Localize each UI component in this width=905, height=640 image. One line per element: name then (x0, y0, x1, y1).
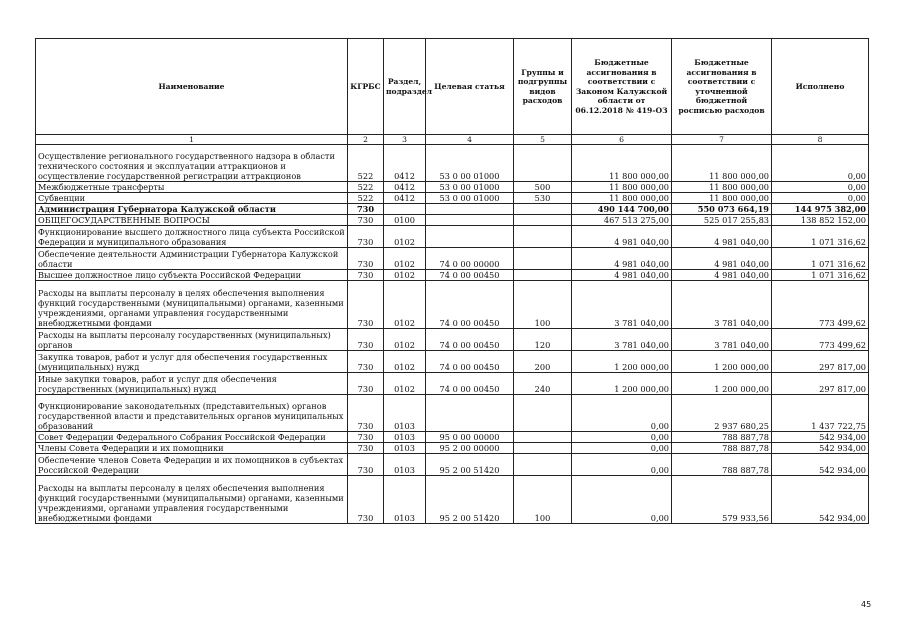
row-group: 500 (514, 182, 572, 193)
row-executed: 542 934,00 (772, 476, 869, 524)
row-section: 0103 (384, 476, 426, 524)
row-section (384, 204, 426, 215)
row-kgrbs: 730 (348, 270, 384, 281)
row-executed: 0,00 (772, 182, 869, 193)
row-target: 74 0 00 00450 (426, 329, 514, 351)
row-group: 240 (514, 373, 572, 395)
row-law: 0,00 (572, 432, 672, 443)
row-name: ОБЩЕГОСУДАРСТВЕННЫЕ ВОПРОСЫ (36, 215, 348, 226)
row-group: 100 (514, 281, 572, 329)
row-law: 1 200 000,00 (572, 351, 672, 373)
row-kgrbs: 730 (348, 226, 384, 248)
row-group (514, 204, 572, 215)
row-kgrbs: 730 (348, 204, 384, 215)
row-name: Субвенции (36, 193, 348, 204)
column-number: 2 (348, 135, 384, 145)
row-name: Высшее должностное лицо субъекта Российской Федерации (36, 270, 348, 281)
row-law: 467 513 275,00 (572, 215, 672, 226)
row-target (426, 215, 514, 226)
row-name: Обеспечение членов Совета Федерации и их помощников в субъектах Российской Федерации (36, 454, 348, 476)
row-kgrbs: 730 (348, 454, 384, 476)
row-target: 74 0 00 00450 (426, 281, 514, 329)
row-target: 74 0 00 00450 (426, 351, 514, 373)
row-executed: 144 975 382,00 (772, 204, 869, 215)
row-section: 0102 (384, 329, 426, 351)
header-groups: Группы и подгруппы видов расходов (514, 39, 572, 135)
table-row (36, 204, 869, 215)
row-executed: 297 817,00 (772, 373, 869, 395)
row-group (514, 215, 572, 226)
row-name: Закупка товаров, работ и услуг для обеспечения государственных (муниципальных) нужд (36, 351, 348, 373)
row-refined: 3 781 040,00 (672, 281, 772, 329)
row-name: Совет Федерации Федерального Собрания Российской Федерации (36, 432, 348, 443)
row-group: 120 (514, 329, 572, 351)
row-target: 95 2 00 51420 (426, 454, 514, 476)
row-law: 0,00 (572, 443, 672, 454)
row-kgrbs: 522 (348, 182, 384, 193)
row-group (514, 226, 572, 248)
row-name: Расходы на выплаты персоналу в целях обеспечения выполнения функций государственными (муниципальными) органами, казенными учреждениями, органами управления государственными внебюджетными фондами (36, 476, 348, 524)
column-number: 8 (772, 135, 869, 145)
row-name: Функционирование высшего должностного лица субъекта Российской Федерации и муниципального образования (36, 226, 348, 248)
table-row (36, 373, 869, 395)
row-group (514, 432, 572, 443)
row-executed: 773 499,62 (772, 329, 869, 351)
row-executed: 542 934,00 (772, 443, 869, 454)
row-group: 100 (514, 476, 572, 524)
row-section: 0103 (384, 443, 426, 454)
row-target: 53 0 00 01000 (426, 193, 514, 204)
row-law: 11 800 000,00 (572, 193, 672, 204)
column-number: 4 (426, 135, 514, 145)
column-number: 7 (672, 135, 772, 145)
row-target: 95 0 00 00000 (426, 432, 514, 443)
row-target (426, 226, 514, 248)
row-target: 74 0 00 00000 (426, 248, 514, 270)
row-target: 53 0 00 01000 (426, 145, 514, 182)
row-section: 0412 (384, 145, 426, 182)
header-law: Бюджетные ассигнования в соответствии с Законом Калужской области от 06.12.2018 № 419-ОЗ (572, 39, 672, 135)
row-law: 4 981 040,00 (572, 226, 672, 248)
column-number: 1 (36, 135, 348, 145)
row-executed: 297 817,00 (772, 351, 869, 373)
row-section: 0103 (384, 432, 426, 443)
row-target (426, 395, 514, 432)
column-number: 3 (384, 135, 426, 145)
row-kgrbs: 730 (348, 248, 384, 270)
table-row (36, 281, 869, 329)
row-executed: 1 071 316,62 (772, 270, 869, 281)
row-refined: 550 073 664,19 (672, 204, 772, 215)
header-executed: Исполнено (772, 39, 869, 135)
row-executed: 542 934,00 (772, 454, 869, 476)
row-name: Межбюджетные трансферты (36, 182, 348, 193)
row-name: Расходы на выплаты персоналу в целях обеспечения выполнения функций государственными (муниципальными) органами, казенными учреждениями, органами управления государственными внебюджетными фондами (36, 281, 348, 329)
row-executed: 138 852 152,00 (772, 215, 869, 226)
row-group (514, 454, 572, 476)
row-target: 74 0 00 00450 (426, 373, 514, 395)
row-law: 1 200 000,00 (572, 373, 672, 395)
row-section: 0412 (384, 182, 426, 193)
row-executed: 1 071 316,62 (772, 226, 869, 248)
header-name: Наименование (36, 39, 348, 135)
row-executed: 0,00 (772, 193, 869, 204)
row-target: 95 2 00 51420 (426, 476, 514, 524)
header-section: Раздел, подраздел (384, 39, 426, 135)
row-executed: 1 071 316,62 (772, 248, 869, 270)
table-row (36, 395, 869, 432)
table-row (36, 476, 869, 524)
row-refined: 525 017 255,83 (672, 215, 772, 226)
row-kgrbs: 730 (348, 476, 384, 524)
row-refined: 11 800 000,00 (672, 193, 772, 204)
row-refined: 788 887,78 (672, 443, 772, 454)
column-numbers-row (36, 135, 869, 145)
row-kgrbs: 522 (348, 193, 384, 204)
table-row (36, 193, 869, 204)
row-kgrbs: 730 (348, 395, 384, 432)
column-number: 5 (514, 135, 572, 145)
row-refined: 788 887,78 (672, 432, 772, 443)
row-law: 11 800 000,00 (572, 182, 672, 193)
row-refined: 4 981 040,00 (672, 226, 772, 248)
row-kgrbs: 730 (348, 432, 384, 443)
row-target (426, 204, 514, 215)
row-group (514, 443, 572, 454)
row-executed: 773 499,62 (772, 281, 869, 329)
column-number: 6 (572, 135, 672, 145)
row-executed: 542 934,00 (772, 432, 869, 443)
row-name: Администрация Губернатора Калужской области (36, 204, 348, 215)
row-refined: 2 937 680,25 (672, 395, 772, 432)
row-law: 4 981 040,00 (572, 270, 672, 281)
table-row (36, 248, 869, 270)
row-law: 0,00 (572, 454, 672, 476)
table-header-row (36, 39, 869, 135)
row-refined: 11 800 000,00 (672, 145, 772, 182)
row-name: Члены Совета Федерации и их помощники (36, 443, 348, 454)
row-refined: 579 933,56 (672, 476, 772, 524)
row-name: Функционирование законодательных (представительных) органов государственной власти и представительных органов муниципальных образований (36, 395, 348, 432)
row-law: 4 981 040,00 (572, 248, 672, 270)
row-law: 3 781 040,00 (572, 329, 672, 351)
table-row (36, 432, 869, 443)
row-section: 0103 (384, 454, 426, 476)
header-target: Целевая статья (426, 39, 514, 135)
table-row (36, 454, 869, 476)
row-section: 0102 (384, 270, 426, 281)
row-name: Расходы на выплаты персоналу государственных (муниципальных) органов (36, 329, 348, 351)
row-target: 74 0 00 00450 (426, 270, 514, 281)
row-kgrbs: 730 (348, 215, 384, 226)
row-refined: 3 781 040,00 (672, 329, 772, 351)
row-section: 0103 (384, 395, 426, 432)
budget-table (35, 38, 869, 524)
page-number: 45 (861, 600, 872, 609)
row-kgrbs: 730 (348, 373, 384, 395)
row-name: Обеспечение деятельности Администрации Губернатора Калужской области (36, 248, 348, 270)
row-section: 0102 (384, 281, 426, 329)
row-name: Иные закупки товаров, работ и услуг для обеспечения государственных (муниципальных) нужд (36, 373, 348, 395)
row-target: 95 2 00 00000 (426, 443, 514, 454)
row-kgrbs: 730 (348, 443, 384, 454)
table-row (36, 215, 869, 226)
table-row (36, 226, 869, 248)
row-section: 0102 (384, 226, 426, 248)
row-group (514, 145, 572, 182)
table-row (36, 351, 869, 373)
row-refined: 4 981 040,00 (672, 270, 772, 281)
row-kgrbs: 522 (348, 145, 384, 182)
row-kgrbs: 730 (348, 281, 384, 329)
table-row (36, 270, 869, 281)
row-law: 11 800 000,00 (572, 145, 672, 182)
row-law: 0,00 (572, 476, 672, 524)
row-executed: 0,00 (772, 145, 869, 182)
table-body (36, 145, 869, 524)
row-refined: 1 200 000,00 (672, 373, 772, 395)
header-refined: Бюджетные ассигнования в соответствии с уточненной бюджетной росписью расходов (672, 39, 772, 135)
row-executed: 1 437 722,75 (772, 395, 869, 432)
row-name: Осуществление регионального государственного надзора в области технического состояния и эксплуатации аттракционов и осуществление государственной регистрации аттракционов (36, 145, 348, 182)
row-section: 0102 (384, 351, 426, 373)
row-group (514, 395, 572, 432)
row-group: 530 (514, 193, 572, 204)
row-refined: 11 800 000,00 (672, 182, 772, 193)
row-group: 200 (514, 351, 572, 373)
table-row (36, 443, 869, 454)
table-row (36, 329, 869, 351)
row-law: 3 781 040,00 (572, 281, 672, 329)
header-kgrbs: КГРБС (348, 39, 384, 135)
table-row (36, 182, 869, 193)
row-refined: 788 887,78 (672, 454, 772, 476)
row-section: 0412 (384, 193, 426, 204)
row-group (514, 270, 572, 281)
row-section: 0102 (384, 373, 426, 395)
row-group (514, 248, 572, 270)
table-row (36, 145, 869, 182)
row-section: 0100 (384, 215, 426, 226)
row-target: 53 0 00 01000 (426, 182, 514, 193)
row-law: 490 144 700,00 (572, 204, 672, 215)
row-refined: 4 981 040,00 (672, 248, 772, 270)
row-refined: 1 200 000,00 (672, 351, 772, 373)
row-kgrbs: 730 (348, 329, 384, 351)
row-law: 0,00 (572, 395, 672, 432)
row-section: 0102 (384, 248, 426, 270)
row-kgrbs: 730 (348, 351, 384, 373)
